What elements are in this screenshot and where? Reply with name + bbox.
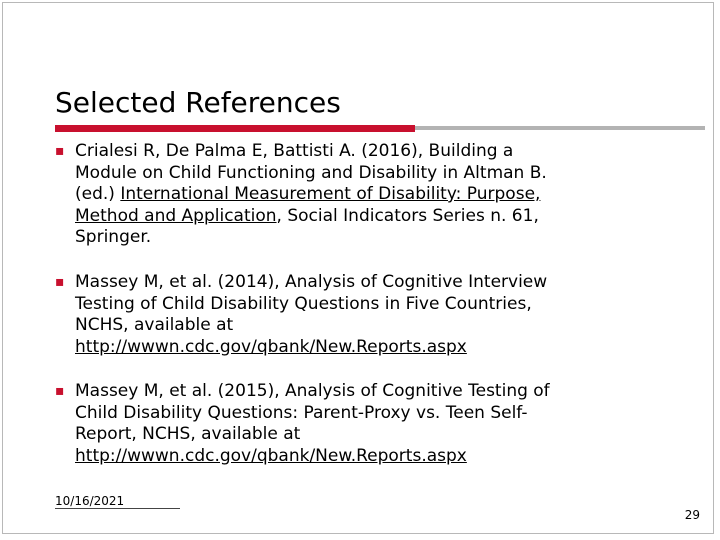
square-bullet-icon: ▪ [55,383,65,399]
reference-citation: Massey M, et al. (2014), Analysis of Cognitive Interview Testing of Child Disability Questions in Five Countries, NCHS, available at [75,272,548,335]
reference-text [75,272,655,358]
square-bullet-icon: ▪ [55,143,65,159]
reference-book-title: International Measurement of Disability: Purpose, Method and Application [75,184,541,226]
slide-date: 10/16/2021 [55,494,125,508]
square-bullet-icon: ▪ [55,274,65,290]
reference-authors: Crialesi R, De Palma E, Battisti A. (2016), Building a Module on Child Functioning and Disability in Altman B. (ed.) [75,141,547,204]
reference-text [75,141,655,249]
reference-citation: Massey M, et al. (2015), Analysis of Cognitive Testing of Child Disability Questions: Parent-Proxy vs. Teen Self- Report, NCHS, available at [75,381,550,444]
reference-link[interactable]: http://wwwn.cdc.gov/qbank/New.Reports.aspx [75,445,467,466]
page-number: 29 [684,508,700,522]
page-title: Selected References [55,86,341,119]
reference-text [75,381,655,467]
reference-series: , Social Indicators Series n. 61, Springer. [75,205,539,247]
reference-link[interactable]: http://wwwn.cdc.gov/qbank/New.Reports.aspx [75,336,467,357]
footer-rule [55,508,180,509]
